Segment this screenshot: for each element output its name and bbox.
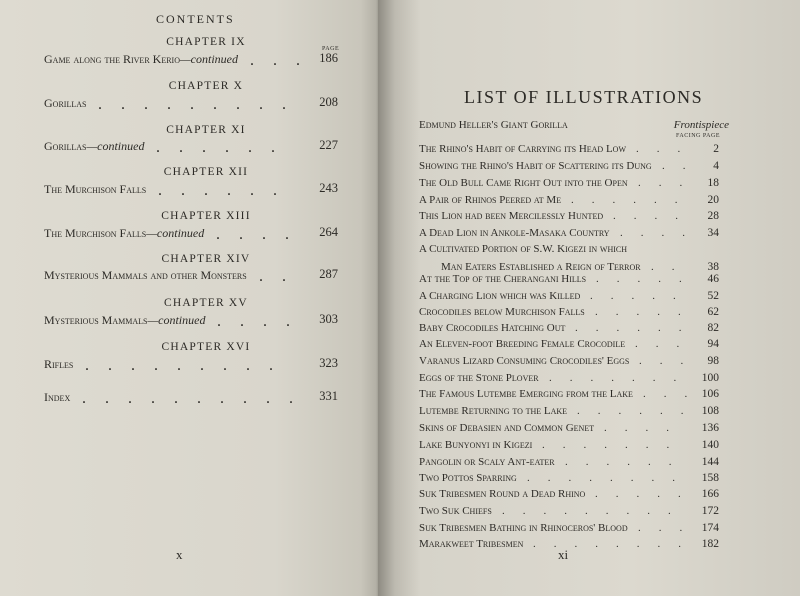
leader-dots: ...... [565,456,690,468]
chapter-heading: CHAPTER XVI [161,341,251,353]
illustration-row [419,336,719,352]
leader-dots: ...... [156,139,294,156]
left-folio: x [176,547,183,562]
leader-dots: ..... [596,273,700,285]
leader-dots: ... [635,338,698,350]
leader-dots: ...... [577,405,702,417]
toc-entry-title: Mysterious Mammals and other Monsters [44,268,247,282]
illustration-page-number: 28 [707,210,719,222]
toc-entry [44,390,70,405]
leader-dots: .... [613,210,696,222]
leader-dots: .... [217,313,309,330]
illustration-row [419,271,719,287]
illustration-caption: Baby Crocodiles Hatching Out [419,322,566,334]
leader-dots: ... [250,52,319,69]
chapter-heading: CHAPTER XII [163,166,249,178]
illustration-page-number: 106 [701,388,719,400]
toc-entry [44,357,73,372]
illustration-caption: The Old Bull Came Right Out into the Open [419,177,628,189]
illustration-row [419,141,719,157]
illustration-page-number: 38 [707,261,719,273]
illustration-caption: Crocodiles below Murchison Falls [419,306,585,318]
illustration-page-number: 166 [701,488,719,500]
illustration-page-number: 182 [701,538,719,550]
illustration-row [419,370,719,386]
illustration-row [419,536,719,552]
toc-entry-continued: —continued [146,226,205,240]
toc-entry-title: Gorillas [44,139,87,153]
illustration-page-number: 62 [707,306,719,318]
illustration-row [419,320,719,336]
illustration-caption-line2: Man Eaters Established a Reign of Terror [441,261,641,273]
illustration-caption: Lutembe Returning to the Lake [419,405,568,417]
illustration-page-number: 34 [707,227,719,239]
toc-entry [44,96,86,111]
illustration-caption: The Rhino's Habit of Carrying its Head Low [419,143,627,155]
illustration-row [419,208,719,224]
illustration-row [419,241,719,257]
contents-heading: CONTENTS [156,12,235,26]
leader-dots: ... [638,522,701,534]
illustration-caption: Suk Tribesmen Round a Dead Rhino [419,488,586,500]
toc-entry [44,182,146,197]
leader-dots: ... [638,177,701,189]
toc-page-number: 227 [319,138,338,152]
illustration-row [419,353,719,369]
leader-dots: ......... [98,96,305,113]
illustration-caption: Pangolin or Scaly Ant-eater [419,456,555,468]
frontispiece-row [419,117,729,133]
illustration-row [419,158,719,174]
illustration-page-number: 108 [701,405,719,417]
illustration-caption: At the Top of the Cherangani Hills [419,273,587,285]
toc-page-number: 208 [319,95,338,109]
left-page [0,0,392,596]
leader-dots: .......... [82,390,312,407]
leader-dots: .... [216,226,308,243]
toc-entry-title: Gorillas [44,96,87,110]
frontispiece-caption: Edmund Heller's Giant Gorilla [419,119,568,131]
leader-dots: ..... [590,290,694,302]
toc-page-number: 243 [319,181,338,195]
toc-page-number: 303 [319,312,338,326]
toc-entry [44,139,144,154]
illustration-page-number: 18 [707,177,719,189]
illustration-row [419,288,719,304]
illustration-caption: A Pair of Rhinos Peered at Me [419,194,562,206]
illustration-caption: Marakweet Tribesmen [419,538,524,550]
chapter-heading: CHAPTER IX [166,36,246,48]
illustration-page-number: 82 [707,322,719,334]
leader-dots: .. [259,268,305,285]
toc-page-number: 264 [319,225,338,239]
illustration-row [419,386,719,402]
illustration-row [419,420,719,436]
toc-entry-title: Index [44,390,71,404]
leader-dots: ..... [595,488,699,500]
illustration-page-number: 172 [701,505,719,517]
illustration-caption: A Cultivated Portion of S.W. Kigezi in which [419,243,628,255]
leader-dots: ...... [575,322,700,334]
illustration-page-number: 140 [701,439,719,451]
illustration-caption: Showing the Rhino's Habit of Scattering its Dung [419,160,652,172]
chapter-heading: CHAPTER XV [164,297,248,309]
illustration-caption: Lake Bunyonyi in Kigezi [419,439,533,451]
illustration-row [419,470,719,486]
illustration-page-number: 158 [701,472,719,484]
leader-dots: ........ [527,472,693,484]
illustration-row [419,486,719,502]
toc-page-number: 186 [319,51,338,65]
illustration-page-number: 52 [707,290,719,302]
leader-dots: ... [636,143,699,155]
illustration-row [419,304,719,320]
leader-dots: ... [643,388,706,400]
chapter-heading: CHAPTER XI [166,124,246,136]
toc-page-number: 331 [319,389,338,403]
illustration-caption: Two Suk Chiefs [419,505,492,517]
leader-dots: ...... [158,182,296,199]
illustration-caption: Skins of Debasien and Common Genet [419,422,595,434]
illustration-page-number: 46 [707,273,719,285]
toc-entry-title: Mysterious Mammals [44,313,148,327]
toc-entry-title: Game along the River Kerio [44,52,180,66]
illustration-caption: Suk Tribesmen Bathing in Rhinoceros' Blood [419,522,628,534]
toc-entry-continued: —continued [86,139,145,153]
illustration-page-number: 94 [707,338,719,350]
right-folio: xi [558,547,569,562]
illustration-caption: A Charging Lion which was Killed [419,290,581,302]
illustration-page-number: 98 [707,355,719,367]
illustration-caption: This Lion had been Mercilessly Hunted [419,210,604,222]
chapter-heading: CHAPTER XIV [161,253,251,265]
illustration-page-number: 136 [701,422,719,434]
leader-dots: ....... [549,372,695,384]
illustration-page-number: 20 [707,194,719,206]
facing-page-label: FACING PAGE [676,133,721,139]
frontispiece-label: Frontispiece [673,119,729,131]
toc-entry-title: Rifles [44,357,74,371]
illustration-caption: Varanus Lizard Consuming Crocodiles' Eggs [419,355,630,367]
illustration-caption: An Eleven-foot Breeding Female Crocodile [419,338,626,350]
leader-dots: ... [639,355,702,367]
toc-entry [44,52,238,67]
illustration-caption: Eggs of the Stone Plover [419,372,539,384]
leader-dots: .. [651,261,693,273]
illustration-row [419,437,719,453]
illustration-caption: The Famous Lutembe Emerging from the Lake [419,388,633,400]
toc-entry-title: The Murchison Falls [44,226,147,240]
toc-entry [44,268,247,283]
toc-page-number: 287 [319,267,338,281]
illustration-row [419,520,719,536]
illustration-row [419,403,719,419]
illustration-row [419,192,719,208]
illustration-page-number: 2 [713,143,719,155]
illustration-caption: A Dead Lion in Ankole-Masaka Country [419,227,610,239]
chapter-heading: CHAPTER X [168,80,244,92]
toc-entry [44,226,204,241]
illustration-row [419,503,719,519]
toc-page-number: 323 [319,356,338,370]
illustration-page-number: 4 [713,160,719,172]
leader-dots: .... [620,227,703,239]
leader-dots: ......... [502,505,689,517]
illustration-page-number: 144 [701,456,719,468]
leader-dots: ....... [542,439,688,451]
leader-dots: ...... [571,194,696,206]
leader-dots: .... [604,422,687,434]
illustration-page-number: 100 [701,372,719,384]
illustration-row [419,175,719,191]
illustrations-heading: LIST OF ILLUSTRATIONS [464,87,704,107]
illustration-row [419,225,719,241]
illustration-row [419,454,719,470]
illustration-page-number: 174 [701,522,719,534]
page-column-label: PAGE [322,46,340,52]
toc-entry-continued: —continued [147,313,206,327]
leader-dots: ........ [533,538,699,550]
leader-dots: .. [662,160,704,172]
toc-entry [44,313,205,328]
chapter-heading: CHAPTER XIII [161,210,251,222]
toc-entry-continued: —continued [180,52,238,66]
leader-dots: ......... [85,357,292,374]
leader-dots: ..... [595,306,699,318]
toc-entry-title: The Murchison Falls [44,182,147,196]
illustration-caption: Two Pottos Sparring [419,472,517,484]
